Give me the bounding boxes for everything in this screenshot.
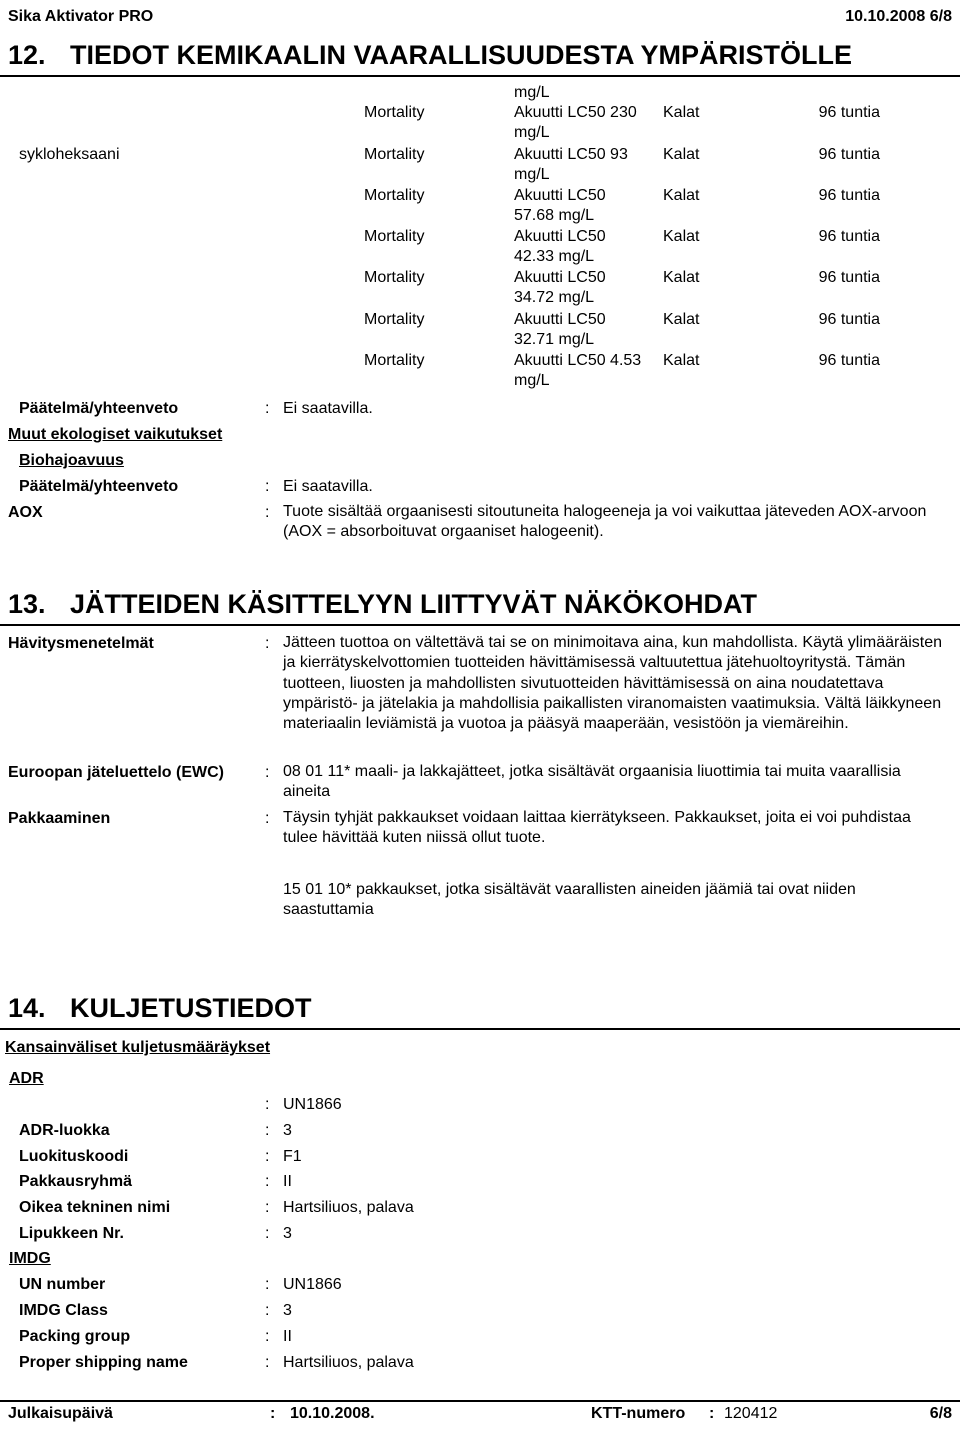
ecotox-value-cont: 34.72 mg/L (514, 289, 595, 306)
transport-label: Luokituskoodi (19, 1147, 129, 1165)
transport-label: Lipukkeen Nr. (19, 1225, 124, 1242)
colon: : (265, 810, 270, 827)
transport-label: IMDG Class (19, 1302, 108, 1319)
transport-value: 3 (283, 1302, 292, 1319)
transport-value: II (283, 1328, 292, 1345)
publication-date: 10.10.2008. (290, 1405, 375, 1422)
ecotox-duration: 96 tuntia (818, 269, 880, 286)
ecotox-value: Akuutti LC50 (514, 228, 606, 245)
biodegradability-heading: Biohajoavuus (19, 452, 124, 469)
section-13-title: 13. JÄTTEIDEN KÄSITTELYYN LIITTYVÄT NÄKÖKOHDAT (8, 589, 758, 619)
ecotox-species: Kalat (663, 269, 700, 286)
aox-label: AOX (8, 504, 43, 521)
ecotox-value: mg/L (514, 84, 550, 101)
ecotox-value: Akuutti LC50 (514, 269, 606, 286)
colon: : (265, 764, 270, 781)
ecotox-endpoint: Mortality (364, 352, 425, 369)
ecotox-duration: 96 tuntia (818, 104, 880, 121)
ecotox-value-cont: mg/L (514, 124, 550, 141)
transport-value: UN1866 (283, 1276, 342, 1293)
transport-value: Hartsiliuos, palava (283, 1199, 414, 1217)
footer-page: 6/8 (929, 1405, 952, 1422)
transport-label: UN number (19, 1276, 106, 1293)
ecotox-value: Akuutti LC50 4.53 (514, 352, 642, 369)
colon: : (265, 1173, 270, 1191)
ewc-label: Euroopan jäteluettelo (EWC) (8, 764, 224, 781)
ecotox-species: Kalat (663, 104, 700, 121)
ecotox-value-cont: 32.71 mg/L (514, 331, 595, 348)
ecotox-value: Akuutti LC50 93 (514, 146, 628, 163)
colon: : (265, 1121, 270, 1139)
transport-value: UN1866 (283, 1096, 342, 1113)
colon: : (709, 1405, 715, 1422)
ewc-value: 08 01 11* maali- ja lakkajätteet, jotka sisältävät orgaanisia liuottimia tai muita vaarallisia aineita (283, 763, 901, 801)
colon: : (265, 1302, 270, 1319)
ecotox-species: Kalat (663, 228, 700, 245)
section-14-rule (0, 1028, 960, 1030)
transport-label: Oikea tekninen nimi (19, 1199, 171, 1217)
colon: : (265, 478, 270, 495)
colon: : (265, 504, 270, 521)
section-12-title: 12. TIEDOT KEMIKAALIN VAARALLISUUDESTA YMPÄRISTÖLLE (8, 40, 852, 70)
transport-value: F1 (283, 1147, 302, 1165)
transport-value: Hartsiliuos, palava (283, 1354, 414, 1371)
other-effects-heading: Muut ekologiset vaikutukset (8, 426, 223, 443)
colon: : (265, 1276, 270, 1293)
transport-value: 3 (283, 1121, 292, 1139)
ecotox-value: Akuutti LC50 230 (514, 104, 637, 121)
section-13-rule (0, 624, 960, 626)
ecotox-value-cont: mg/L (514, 166, 550, 183)
ecotox-endpoint: Mortality (364, 146, 425, 163)
colon: : (265, 1354, 270, 1371)
ecotox-value-cont: 42.33 mg/L (514, 248, 595, 265)
ecotox-duration: 96 tuntia (818, 352, 880, 369)
conclusion-1-value: Ei saatavilla. (283, 400, 373, 417)
ecotox-duration: 96 tuntia (818, 228, 880, 245)
footer-rule (0, 1400, 960, 1402)
section-12-rule (0, 75, 960, 77)
colon: : (265, 1147, 270, 1165)
ecotox-species: Kalat (663, 311, 700, 328)
ecotox-value-cont: 57.68 mg/L (514, 207, 595, 224)
header-date-page: 10.10.2008 6/8 (845, 8, 952, 25)
ecotox-endpoint: Mortality (364, 104, 425, 121)
disposal-value: Jätteen tuottoa on vältettävä tai se on minimoitava aina, kun mahdollista. Käytä ylimääräisten ja kierrätyskelvottomien tuotteiden hävittämisessä valtuutettua jätehuoltoyritystä. Tämän tuotteen, liuosten ja mahdollisten sivutuotteiden hävittämisessä on aina noudatettava ympäristö- ja jätelakia ja mahdollisia paikallisten viranomaisten vaatimuksia. Vältä läikkyneen materiaalin leviämistä ja vuotoa ja pääsyä maaperään, vesistöön ja viemäreihin. (283, 634, 943, 733)
packaging-value: Täysin tyhjät pakkaukset voidaan laittaa kierrätykseen. Pakkaukset, joita ei voi puhdistaa tulee hävittää kuten niissä ollut tuote. (283, 809, 911, 847)
adr-heading: ADR (9, 1070, 44, 1087)
publication-label: Julkaisupäivä (8, 1405, 113, 1422)
colon: : (270, 1405, 276, 1422)
ecotox-species: Kalat (663, 187, 700, 204)
colon: : (265, 1096, 270, 1113)
colon: : (265, 400, 270, 417)
ecotox-value: Akuutti LC50 (514, 311, 606, 328)
ecotox-duration: 96 tuntia (818, 146, 880, 163)
packaging-label: Pakkaaminen (8, 810, 111, 827)
ecotox-value-cont: mg/L (514, 372, 550, 389)
conclusion-2-value: Ei saatavilla. (283, 478, 373, 495)
transport-label: Pakkausryhmä (19, 1173, 132, 1191)
ecotox-endpoint: Mortality (364, 269, 425, 286)
transport-value: II (283, 1173, 292, 1191)
ecotox-value: Akuutti LC50 (514, 187, 606, 204)
transport-label: ADR-luokka (19, 1121, 110, 1139)
disposal-label: Hävitysmenetelmät (8, 635, 154, 652)
ktt-value: 120412 (724, 1405, 778, 1422)
colon: : (265, 1225, 270, 1242)
ecotox-species: Kalat (663, 352, 700, 369)
colon: : (265, 635, 270, 652)
aox-value: Tuote sisältää orgaanisesti sitoutuneita halogeeneja ja voi vaikuttaa jäteveden AOX-arvoon (AOX = absorboituvat orgaaniset halogeenit). (283, 503, 927, 541)
ecotox-endpoint: Mortality (364, 187, 425, 204)
ecotox-duration: 96 tuntia (818, 311, 880, 328)
page-header (8, 6, 952, 30)
colon: : (265, 1199, 270, 1217)
packaging-value-2: 15 01 10* pakkaukset, jotka sisältävät vaarallisten aineiden jäämiä tai ovat niiden saastuttamia (283, 881, 856, 919)
ecotox-substance: sykloheksaani (19, 146, 120, 163)
ecotox-endpoint: Mortality (364, 228, 425, 245)
section-14-title: 14. KULJETUSTIEDOT (8, 993, 312, 1023)
colon: : (265, 1328, 270, 1345)
product-name: Sika Aktivator PRO (8, 8, 154, 25)
intl-transport-heading: Kansainväliset kuljetusmääräykset (5, 1039, 271, 1056)
conclusion-1-label: Päätelmä/yhteenveto (19, 400, 179, 417)
transport-label: Proper shipping name (19, 1354, 188, 1371)
conclusion-2-label: Päätelmä/yhteenveto (19, 478, 179, 495)
ecotox-duration: 96 tuntia (818, 187, 880, 204)
ecotox-species: Kalat (663, 146, 700, 163)
transport-value: 3 (283, 1225, 292, 1242)
imdg-heading: IMDG (9, 1250, 51, 1267)
ktt-label: KTT-numero (591, 1405, 686, 1422)
transport-label: Packing group (19, 1328, 131, 1345)
ecotox-endpoint: Mortality (364, 311, 425, 328)
